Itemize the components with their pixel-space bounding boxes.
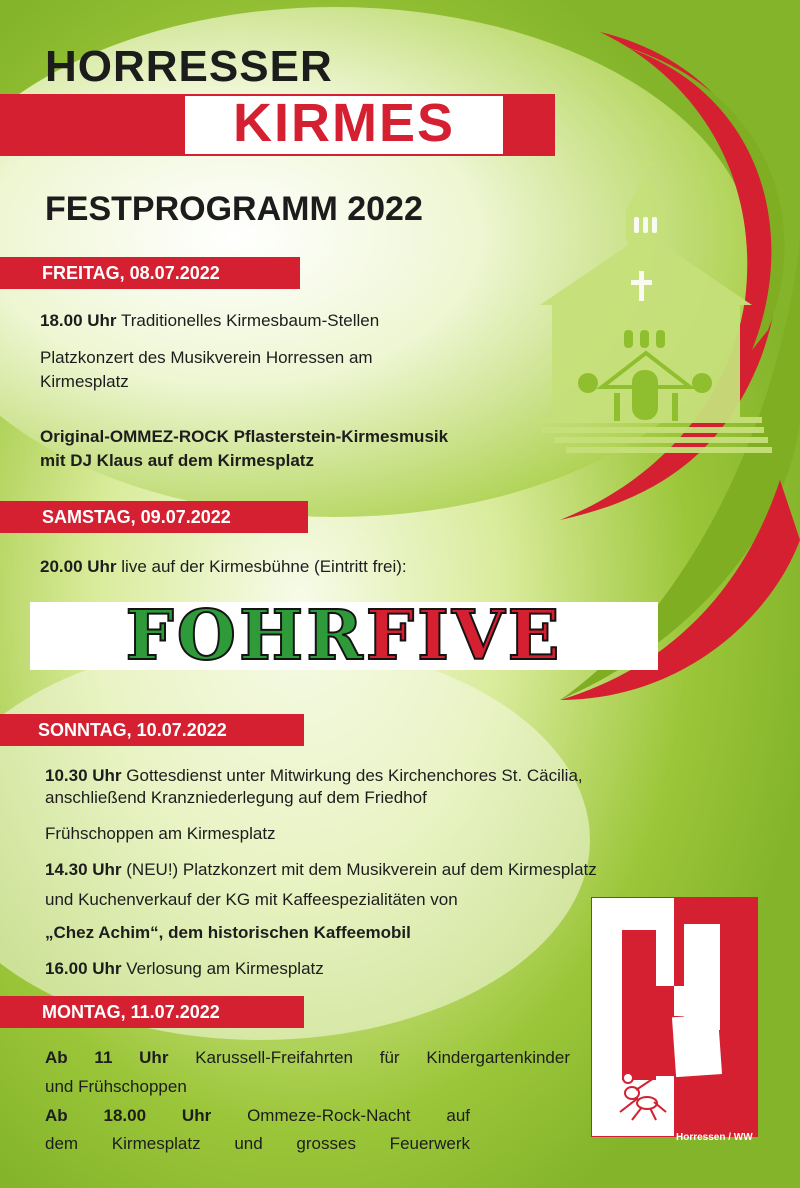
sun-event-3-line-3: „Chez Achim“, dem historischen Kaffeemobil <box>45 923 411 942</box>
fri-event-2-line-1: Platzkonzert des Musikverein Horressen am <box>40 348 373 367</box>
sat-event-1 <box>40 555 407 579</box>
fri-event-3-line-2: mit DJ Klaus auf dem Kirmesplatz <box>40 451 314 470</box>
mon-event-2 <box>45 1104 470 1128</box>
sun-event-1-line-2: anschließend Kranzniederlegung auf dem Friedhof <box>45 788 427 807</box>
mon-event-1-time: Ab 11 Uhr <box>45 1048 169 1067</box>
mon-event-1-text: Karussell-Freifahrten für Kindergartenkinder <box>168 1048 570 1067</box>
day-bar-friday: FREITAG, 08.07.2022 <box>0 257 300 289</box>
fri-event-1-time: 18.00 Uhr <box>40 311 117 330</box>
sat-event-1-time: 20.00 Uhr <box>40 557 117 576</box>
logo-caption: Horressen / WW <box>676 1132 753 1143</box>
band-logo-fohrfive <box>32 596 656 676</box>
sun-event-3-line-2: und Kuchenverkauf der KG mit Kaffeespezialitäten von <box>45 890 458 909</box>
fri-event-1-text: Traditionelles Kirmesbaum-Stellen <box>116 311 380 330</box>
day-bar-saturday: SAMSTAG, 09.07.2022 <box>0 501 308 533</box>
horressen-logo <box>591 897 758 1137</box>
title-festprogramm: FESTPROGRAMM 2022 <box>45 190 423 228</box>
title-kirmes: KIRMES <box>232 93 455 153</box>
sun-event-3-text: (NEU!) Platzkonzert mit dem Musikverein auf dem Kirmesplatz <box>121 860 597 879</box>
fri-event-1 <box>40 309 379 333</box>
title-horresser: HORRESSER <box>45 42 333 91</box>
sat-event-1-text: live auf der Kirmesbühne (Eintritt frei): <box>116 557 407 576</box>
mon-event-1 <box>45 1046 570 1070</box>
sun-event-3-time: 14.30 Uhr <box>45 860 122 879</box>
mon-event-2-time: Ab 18.00 Uhr <box>45 1106 212 1125</box>
sun-event-1 <box>45 764 583 788</box>
mon-event-2-line-2: dem Kirmesplatz und grosses Feuerwerk <box>45 1134 470 1153</box>
day-bar-monday: MONTAG, 11.07.2022 <box>0 996 304 1028</box>
church-icon <box>530 155 790 455</box>
mon-event-2-text: Ommeze-Rock-Nacht auf <box>211 1106 470 1125</box>
day-bar-sunday: SONNTAG, 10.07.2022 <box>0 714 304 746</box>
sun-event-4-text: Verlosung am Kirmesplatz <box>121 959 324 978</box>
sun-event-1-time: 10.30 Uhr <box>45 766 122 785</box>
mon-event-1-line-2: und Frühschoppen <box>45 1077 187 1096</box>
sun-event-1-text: Gottesdienst unter Mitwirkung des Kirchenchores St. Cäcilia, <box>121 766 583 785</box>
ant-carrying-letter-h-icon <box>592 898 757 1136</box>
fri-event-3-line-1: Original-OMMEZ-ROCK Pflasterstein-Kirmesmusik <box>40 427 449 446</box>
band-logo-part-2: FIVE <box>365 596 563 676</box>
sun-event-3 <box>45 858 597 882</box>
band-logo-part-1: FOHR <box>125 596 366 676</box>
sun-event-2: Frühschoppen am Kirmesplatz <box>45 824 276 843</box>
fri-event-2-line-2: Kirmesplatz <box>40 372 129 391</box>
sun-event-4-time: 16.00 Uhr <box>45 959 122 978</box>
sun-event-4 <box>45 957 324 981</box>
